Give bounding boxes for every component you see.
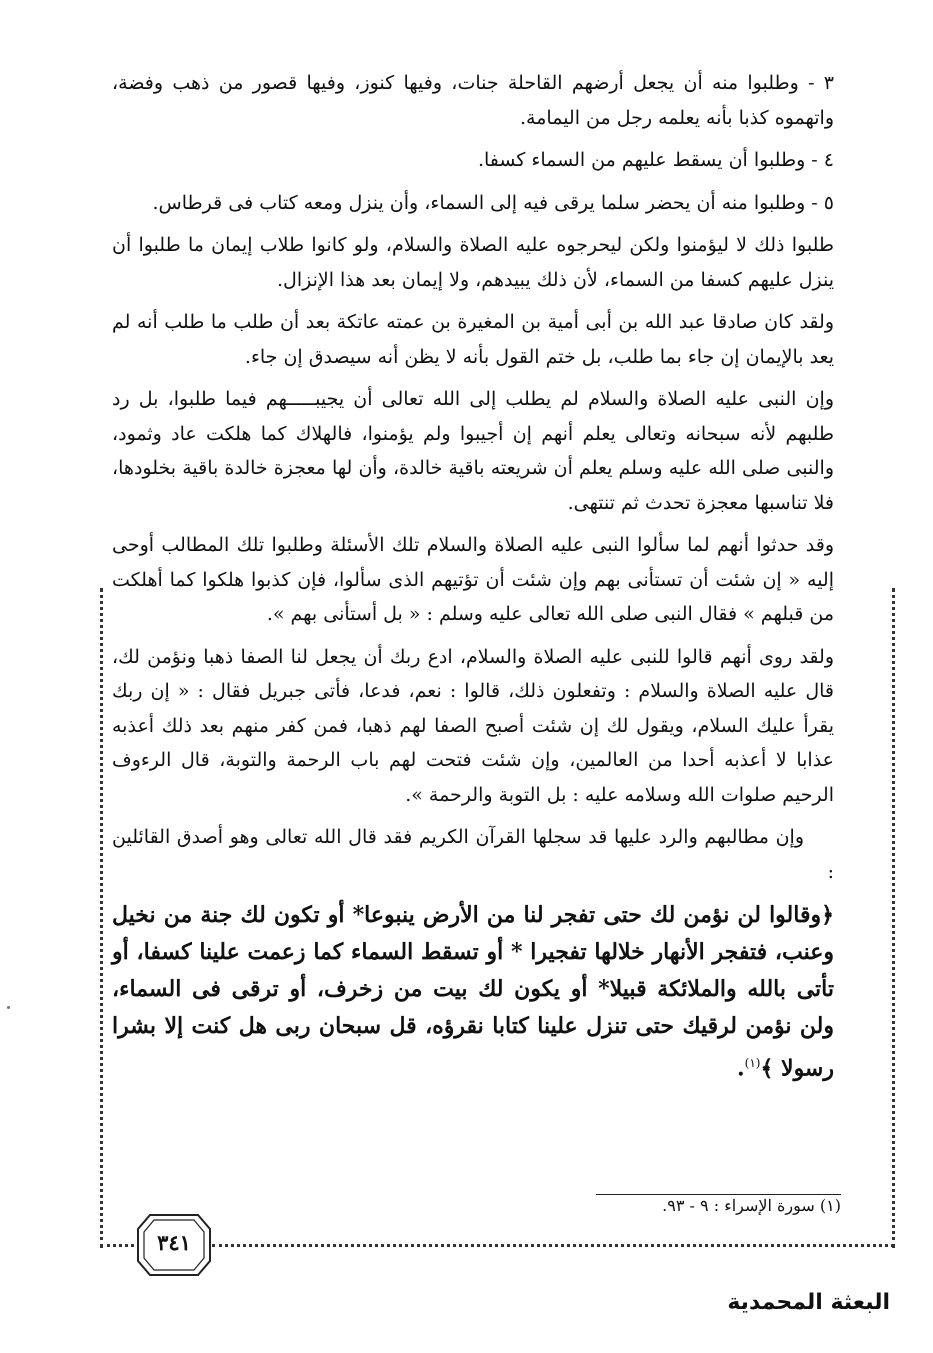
book-title: البعثة المحمدية xyxy=(727,1290,890,1315)
footnote-divider xyxy=(596,1194,841,1195)
quran-quote-end: . xyxy=(736,1055,745,1082)
page-frame-bottom xyxy=(212,1244,894,1247)
paragraph-item-3: ٣ - وطلبوا منه أن يجعل أرضهم القاحلة جنات، وفيها كنوز، وفيها قصور من ذهب وفضة، واتهموه كذبا بأنه يعلمه رجل من اليمامة. xyxy=(112,72,834,129)
page-frame-right xyxy=(892,588,895,1248)
paragraph-rationale: طلبوا ذلك لا ليؤمنوا ولكن ليحرجوه عليه الصلاة والسلام، ولو كانوا طلاب إيمان ما طلبوا أن ينزل عليهم كسفا من السماء، لأن ذلك يبيدهم، ولا إيمان بعد هذا الإنزال. xyxy=(112,234,834,291)
paragraph-quran-intro: وإن مطالبهم والرد عليها قد سجلها القرآن الكريم فقد قال الله تعالى وهو أصدق القائلين : xyxy=(112,826,834,883)
main-text xyxy=(112,66,834,1109)
paragraph-prophet-response: وإن النبى عليه الصلاة والسلام لم يطلب إلى الله تعالى أن يجيبـــــهم فيما طلبوا، بل رد طلبهم لأنه سبحانه وتعالى يعلم أنهم إن أجيبوا ولم يؤمنوا، فالهلاك كما هلكت عاد وثمود، والنبى صلى الله عليه وسلم يعلم أن شريعته باقية خالدة، وأن لها معجزة خالدة باقية بخلودها، فلا تناسبها معجزة تحدث ثم تنتهى. xyxy=(112,388,834,514)
paragraph-item-4: ٤ - وطلبوا أن يسقط عليهم من السماء كسفا. xyxy=(477,149,834,171)
paragraph-revelation: وقد حدثوا أنهم لما سألوا النبى عليه الصلاة والسلام تلك الأسئلة وطلبوا تلك المطالب أوحى إليه « إن شئت أن تستأنى بهم وإن شئت أن تؤتيهم الذى سألوا، فإن كذبوا هلكوا كما أهلكت من قبلهم » فقال النبى صلى الله تعالى عليه وسلم : « بل أستأنى بهم ». xyxy=(112,534,834,625)
margin-mark xyxy=(7,1006,10,1009)
paragraph-safa: ولقد روى أنهم قالوا للنبى عليه الصلاة والسلام، ادع ربك أن يجعل لنا الصفا ذهبا ونؤمن لك، قال عليه الصلاة والسلام : وتفعلون ذلك، قالوا : نعم، فدعا، فأتى جبريل فقال : « إن ربك يقرأ عليك السلام، ويقول لك إن شئت أصبح الصفا لهم ذهبا، فمن كفر منهم بعد ذلك أعذبه عذابا لا أعذبه أحدا من العالمين، وإن شئت فتحت لهم باب الرحمة والتوبة، قال الرءوف الرحيم صلوات الله وسلامه عليه : بل التوبة والرحمة ». xyxy=(112,645,834,806)
page-frame-bottom-left xyxy=(100,1244,140,1247)
paragraph-item-5: ٥ - وطلبوا منه أن يحضر سلما يرقى فيه إلى السماء، وأن ينزل ومعه كتاب فى قرطاس. xyxy=(152,191,834,214)
page-number: ٣٤١ xyxy=(157,1230,191,1255)
quran-quote-text: ﴿وقالوا لن نؤمن لك حتى تفجر لنا من الأرض ينبوعا* أو تكون لك جنة من نخيل وعنب، فتفجر الأنهار خلالها تفجيرا * أو تسقط السماء كما زعمت علينا كسفا، أو تأتى بالله والملائكة قبيلا* أو يكون لك بيت من زخرف، أو ترقى فى السماء، ولن نؤمن لرقيك حتى تنزل علينا كتابا نقرؤه، قل سبحان ربى هل كنت إلا بشرا رسولا ﴾ xyxy=(112,902,834,1082)
paragraph-abdullah: ولقد كان صادقا عبد الله بن أبى أمية بن المغيرة بن عمته عاتكة بعد أن طلب ما طلب أنه لم يعد بالإيمان إن جاء بما طلب، بل ختم القول بأنه لا يظن أنه سيصدق إن جاء. xyxy=(112,311,834,368)
page-frame-left xyxy=(100,588,103,1248)
footnote: (١) سورة الإسراء : ٩ - ٩٣. xyxy=(662,1196,841,1215)
quran-quote xyxy=(112,897,834,1087)
footnote-marker: (١) xyxy=(744,1056,761,1070)
